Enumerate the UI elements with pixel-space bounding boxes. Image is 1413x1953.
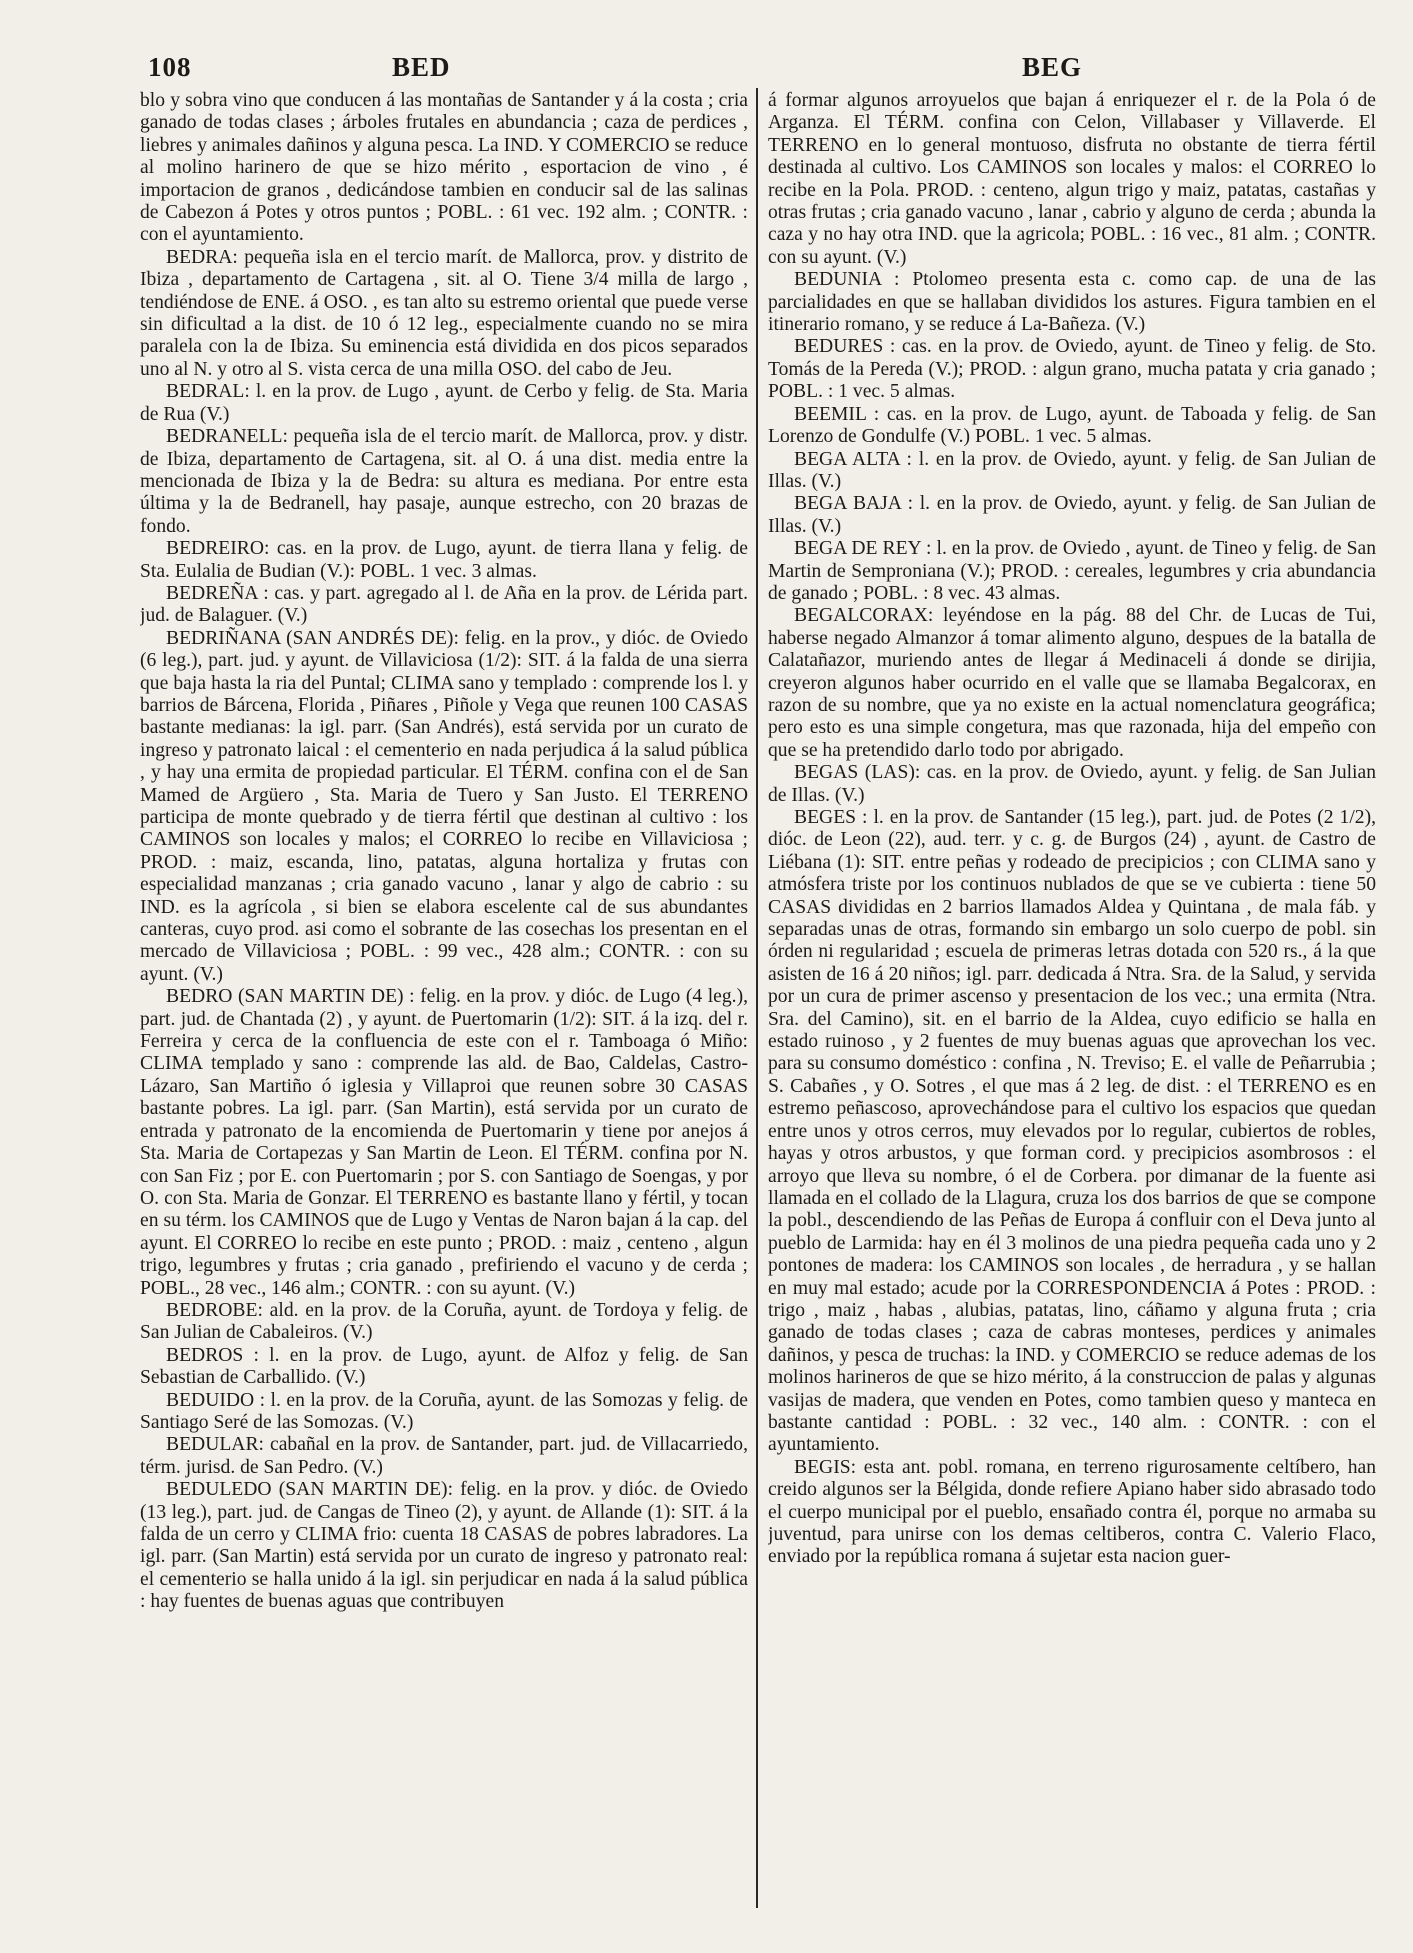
entry-bedranell: BEDRANELL: pequeña isla de el tercio marít. de Mallorca, prov. y distr. de Ibiza, departamento de Cartagena, sit. al O. á una dist. media entre la mencionada de Ibiza y la de Bedra: su altura es mediana. Por entre esta última y la de Bedranell, hay pasaje, aunque estrecho, con 20 brazas de fondo.	[140, 426, 748, 537]
entry-beemil: BEEMIL : cas. en la prov. de Lugo, ayunt. de Taboada y felig. de San Lorenzo de Gondulfe (V.) POBL. 1 vec. 5 almas.	[768, 403, 1376, 448]
entry-beduido: BEDUIDO : l. en la prov. de la Coruña, ayunt. de las Somozas y felig. de Santiago Seré de las Somozas. (V.)	[140, 1389, 748, 1433]
entry-bedro: BEDRO (SAN MARTIN DE) : felig. en la prov. y dióc. de Lugo (4 leg.), part. jud. de Chantada (2) , y ayunt. de Puertomarin (1/2): SIT. á la izq. del r. Ferreira y cerca de la confluencia de este con el r. Tamboaga ó Miño: CLIMA templado y sano : comprende las ald. de Bao, Caldelas, Castro-Lázaro, San Martiño ó iglesia y Villaproi que reunen sobre 30 CASAS bastante pobres. La igl. parr. (San Martin), está servida por un curato de entrada y patronato de la encomienda de Puertomarin y tiene por anejos á Sta. Maria de Cortapezas y San Martin de Leon. El TÉRM. confina por N. con San Fiz ; por E. con Puertomarin ; por S. con Santiago de Soengas, y por O. con Sta. Maria de Gonzar. El TERRENO es bastante llano y fértil, y tocan en su térm. los CAMINOS que de Lugo y Ventas de Naron bajan á la cap. del ayunt. El CORREO lo recibe en este punto ; PROD. : maiz , centeno , algun trigo, legumbres y frutas ; cria ganado , prefiriendo el vacuno y de cerda ; POBL., 28 vec., 146 alm.; CONTR. : con su ayunt. (V.)	[140, 986, 748, 1299]
entry-bedra: BEDRA: pequeña isla en el tercio marít. de Mallorca, prov. y distrito de Ibiza , departamento de Cartagena , sit. al O. Tiene 3/4 milla de largo , tendiéndose de ENE. á OSO. , es tan alto su estremo oriental que puede verse sin dificultad a la dist. de 10 ó 12 leg., especialmente cuando no se mira paralela con la de Ibiza. Su eminencia está dividida en dos picos separados uno al N. y otro al S. vista cerca de una milla OSO. del cabo de Jeu.	[140, 246, 748, 380]
entry-begalcorax: BEGALCORAX: leyéndose en la pág. 88 del Chr. de Lucas de Tui, haberse negado Almanzor á tomar alimento alguno, despues de la batalla de Calatañazor, muriendo antes de llegar á Medinaceli á donde se dirijia, creyeron algunos haber ocurrido en el valle que se llamaba Begalcorax, en razon de su nombre, que ya no existe en la actual nomenclatura geográfica; pero esto es una simple congetura, mas que razonada, hija del empeño con que se ha pretendido darlo todo por abrigado.	[768, 605, 1376, 761]
entry-begis: BEGIS: esta ant. pobl. romana, en terreno rigurosamente celtíbero, han creido algunos ser la Bélgida, donde refiere Apiano haber sido abrasado todo el cuerpo municipal por el pueblo, ensañado contra él, porque no armaba su juventud, para unirse con los demas celtiberos, contra C. Valerio Flaco, enviado por la república romana á sujetar esta nacion guer-	[768, 1456, 1376, 1568]
right-column	[768, 90, 1376, 1925]
entry-bedral: BEDRAL: l. en la prov. de Lugo , ayunt. de Cerbo y felig. de Sta. Maria de Rua (V.)	[140, 381, 748, 425]
entry-beduledo: BEDULEDO (SAN MARTIN DE): felig. en la prov. y dióc. de Oviedo (13 leg.), part. jud. de Cangas de Tineo (2), y ayunt. de Allande (1): SIT. á la falda de un cerro y CLIMA frio: cuenta 18 CASAS de pobres labradores. La igl. parr. (San Martin) está servida por un curato de ingreso y patronato real: el cementerio se halla unido á la igl. sin perjudicar en nada á la salud pública : hay fuentes de buenas aguas que contribuyen	[140, 1479, 748, 1613]
entry-bedros: BEDROS : l. en la prov. de Lugo, ayunt. de Alfoz y felig. de San Sebastian de Carballido. (V.)	[140, 1344, 748, 1389]
entry-bedrena: BEDREÑA : cas. y part. agregado al l. de Aña en la prov. de Lérida part. jud. de Balaguer. (V.)	[140, 582, 748, 627]
entry-begas: BEGAS (LAS): cas. en la prov. de Oviedo, ayunt. y felig. de San Julian de Illas. (V.)	[768, 762, 1376, 806]
entry-bega-de-rey: BEGA DE REY : l. en la prov. de Oviedo , ayunt. de Tineo y felig. de San Martin de Semproniana (V.); PROD. : cereales, legumbres y cria abundancia de ganado ; POBL. : 8 vec. 43 almas.	[768, 538, 1376, 604]
entry-beges: BEGES : l. en la prov. de Santander (15 leg.), part. jud. de Potes (2 1/2), dióc. de Leon (22), aud. terr. y c. g. de Burgos (24) , ayunt. de Castro de Liébana (1): SIT. entre peñas y rodeado de precipicios ; con CLIMA sano y atmósfera triste por los continuos nublados de que se ve cubierta : tiene 50 CASAS divididas en 2 barrios llamados Aldea y Quintana , de mala fáb. y separadas unas de otras, formando sin embargo un solo cuerpo de pobl. sin órden ni regularidad ; escuela de primeras letras dotada con 520 rs., á la que asisten de 16 á 20 niños; igl. parr. dedicada á Ntra. Sra. de la Salud, y servida por un cura de primer ascenso y presentacion de los vec.; una ermita (Ntra. Sra. del Camino), sit. en el barrio de la Aldea, cuyo edificio se halla en estado ruinoso , y 2 fuentes de muy buenas aguas que aprovechan los vec. para su consumo doméstico : confina , N. Treviso; E. el valle de Peñarrubia ; S. Cabañes , y O. Sotres , el que mas á 2 leg. de dist. : el TERRENO es en estremo peñascoso, aprovechándose para el cultivo los espacios que quedan entre unos y otros cerros, muy elevados por lo regular, cubiertos de robles, hayas y otros arbustos, y que forman cord. y precipicios asombrosos : el arroyo que lleva su nombre, ó el de Corbera. por dimanar de la fuente asi llamada en el collado de la Llagura, cruza los dos barrios de que se compone la pobl., descendiendo de las Peñas de Europa á confluir con el Deva junto al pueblo de Larmida: hay en él 3 molinos de una piedra pequeña cada uno y 2 pontones de madera: los CAMINOS son locales , de herradura , y se hallan en muy mal estado; acude por la CORRESPONDENCIA á Potes : PROD. : trigo , maiz , habas , alubias, patatas, lino, cáñamo y alguna fruta ; cria ganado de todas clases ; caza de cabras monteses, perdices y animales dañinos, y pesca de truchas: la IND. y COMERCIO se reduce ademas de los molinos harineros de que se hizo mérito, á la construccion de palas y algunas vasijas de madera, que venden en Potes, como tambien queso y manteca en bastante cantidad : POBL. : 32 vec., 140 alm. : CONTR. : con el ayuntamiento.	[768, 807, 1376, 1456]
column-divider	[756, 88, 758, 1908]
entry-bedunia: BEDUNIA : Ptolomeo presenta esta c. como cap. de una de las parcialidades en que se hallaban divididos los astures. Figura tambien en el itinerario romano, y se reduce á La-Bañeza. (V.)	[768, 269, 1376, 336]
entry-bedures: BEDURES : cas. en la prov. de Oviedo, ayunt. de Tineo y felig. de Sto. Tomás de la Pereda (V.); PROD. : algun grano, mucha patata y cria ganado ; POBL. : 1 vec. 5 almas.	[768, 336, 1376, 403]
page-number: 108	[148, 52, 192, 82]
entry-bedrobe: BEDROBE: ald. en la prov. de la Coruña, ayunt. de Tordoya y felig. de San Julian de Cabaleiros. (V.)	[140, 1299, 748, 1344]
entry-continuation: blo y sobra vino que conducen á las montañas de Santander y á la costa ; cria ganado de todas clases ; árboles frutales en abundancia ; caza de perdices , liebres y animales dañinos y alguna pesca. La IND. Y COMERCIO se reduce al molino harinero de que se hizo mérito , esportacion de vino , é importacion de granos , dedicándose tambien en conducir sal de las salinas de Cabezon á Potes y otros puntos ; POBL. : 61 vec. 192 alm. ; CONTR. : con el ayuntamiento.	[140, 90, 748, 246]
entry-bedrinana: BEDRIÑANA (SAN ANDRÉS DE): felig. en la prov., y dióc. de Oviedo (6 leg.), part. jud. y ayunt. de Villaviciosa (1/2): SIT. á la falda de una sierra que baja hasta la ria del Puntal; CLIMA sano y templado : comprende los l. y barrios de Bárcena, Florida , Piñares , Piñole y Vega que reunen 100 CASAS bastante medianas: la igl. parr. (San Andrés), está servida por un curato de ingreso y patronato laical : el cementerio en nada perjudica á la salud pública , y hay una ermita de propiedad particular. El TÉRM. confina con el de San Mamed de Argüero , Sta. Maria de Tuero y San Justo. El TERRENO participa de monte quebrado y de tierra fértil que destinan al cultivo : los CAMINOS son locales y malos; el CORREO lo recibe en Villaviciosa ; PROD. : maiz, escanda, lino, patatas, alguna hortaliza y frutas con especialidad manzanas ; cria ganado vacuno , lanar y algo de cabrio : su IND. es la agrícola , si bien se elabora escelente cal de sus abundantes canteras, cuyo prod. asi como el sobrante de las cosechas los presentan en el mercado de Villaviciosa ; POBL. : 99 vec., 428 alm.; CONTR. : con su ayunt. (V.)	[140, 627, 748, 985]
left-running-head: BED	[392, 52, 451, 82]
entry-bedreiro: BEDREIRO: cas. en la prov. de Lugo, ayunt. de tierra llana y felig. de Sta. Eulalia de Budian (V.): POBL. 1 vec. 3 almas.	[140, 538, 748, 582]
left-column	[140, 90, 748, 1925]
entry-bega-baja: BEGA BAJA : l. en la prov. de Oviedo, ayunt. y felig. de San Julian de Illas. (V.)	[768, 493, 1376, 537]
right-running-head: BEG	[1022, 52, 1083, 82]
entry-bedular: BEDULAR: cabañal en la prov. de Santander, part. jud. de Villacarriedo, térm. jurisd. de San Pedro. (V.)	[140, 1434, 748, 1478]
entry-continuation: á formar algunos arroyuelos que bajan á enriquezer el r. de la Pola ó de Arganza. El TÉRM. confina con Celon, Villabaser y Villaverde. El TERRENO en lo general montuoso, disfruta no obstante de tierra fértil destinada al cultivo. Los CAMINOS son locales y malos: el CORREO lo recibe en la Pola. PROD. : centeno, algun trigo y maiz, patatas, castañas y otras frutas ; cria ganado vacuno , lanar , cabrio y alguno de cerda ; abunda la caza y no hay otra IND. que la agricola; POBL. : 16 vec., 81 alm. ; CONTR. con su ayunt. (V.)	[768, 90, 1376, 268]
entry-bega-alta: BEGA ALTA : l. en la prov. de Oviedo, ayunt. y felig. de San Julian de Illas. (V.)	[768, 448, 1376, 492]
